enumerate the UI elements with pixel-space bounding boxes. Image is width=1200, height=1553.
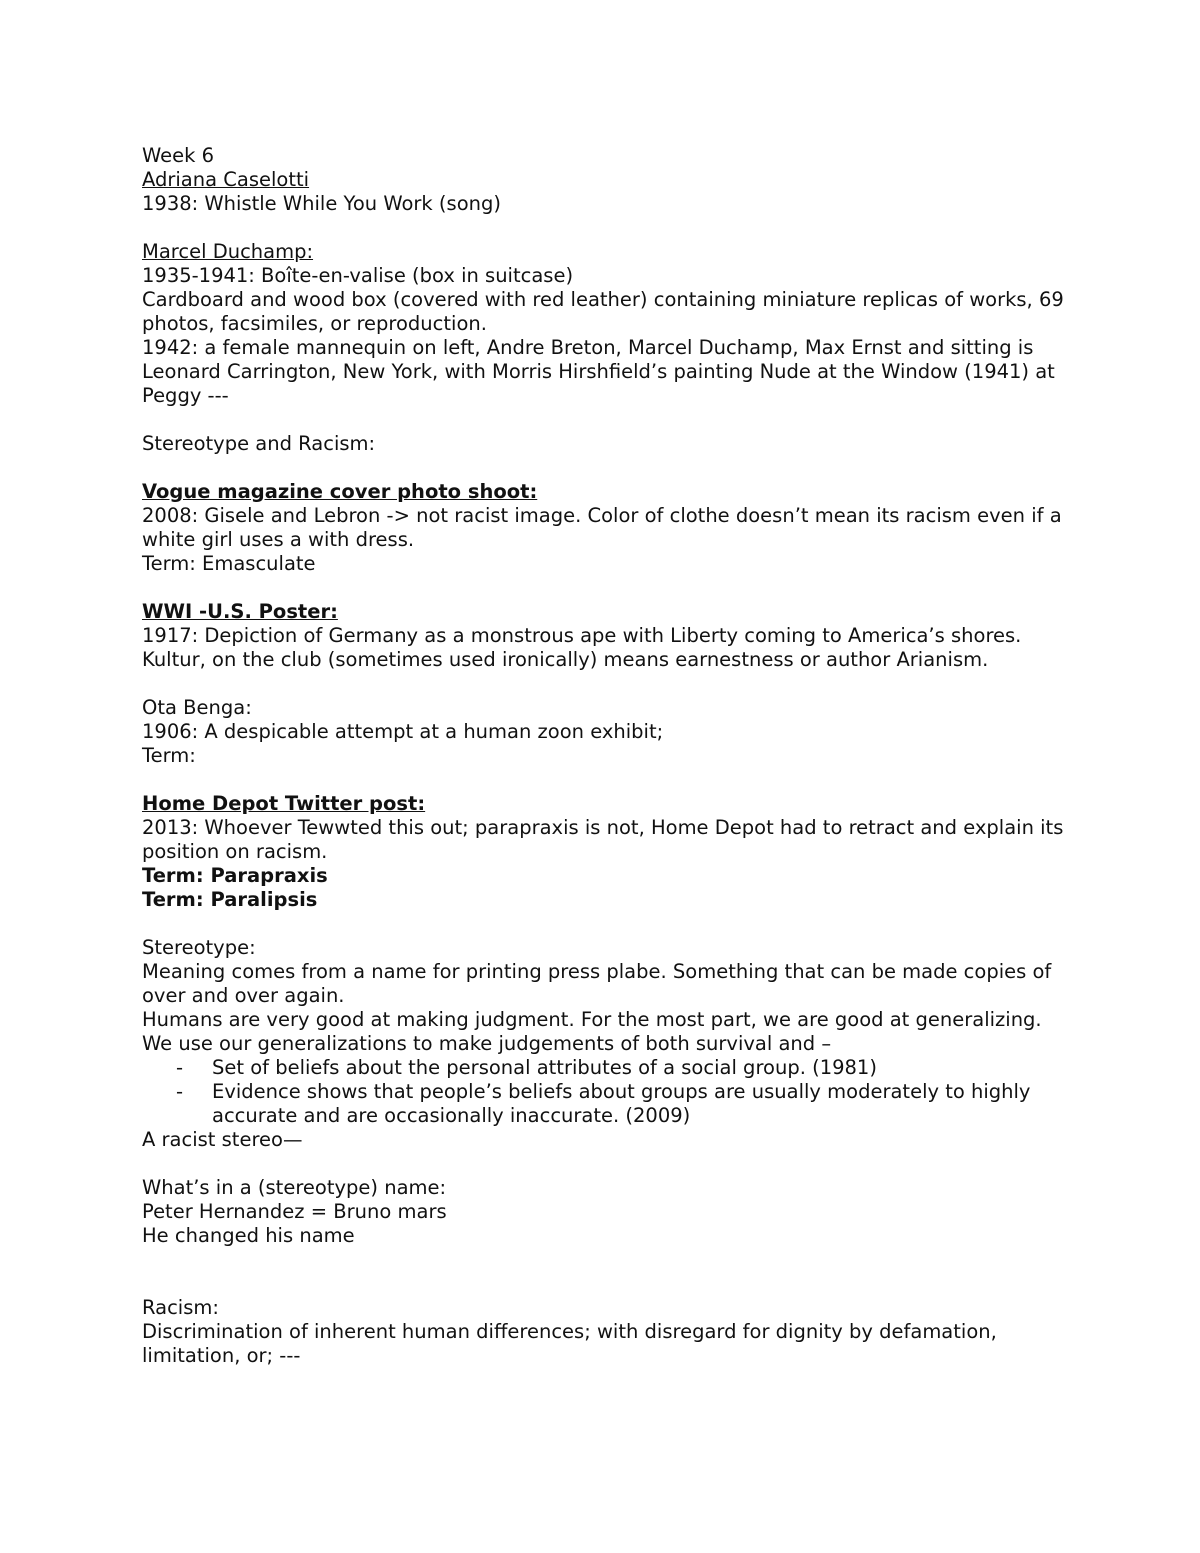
wwi-heading: WWI -U.S. Poster: xyxy=(142,600,338,623)
caselotti-line: 1938: Whistle While You Work (song) xyxy=(142,192,501,215)
stereotype-heading: Stereotype: xyxy=(142,936,256,959)
spacer xyxy=(142,768,1072,792)
spacer xyxy=(142,1272,1072,1296)
list-item xyxy=(142,1080,1072,1128)
caselotti-heading: Adriana Caselotti xyxy=(142,168,310,191)
document-body xyxy=(142,144,1072,1368)
spacer xyxy=(142,1152,1072,1176)
spacer xyxy=(142,216,1072,240)
racism-line-1: Discrimination of inherent human differences; with disregard for dignity by defamation, limitation, or; --- xyxy=(142,1320,997,1367)
home-depot-term-2: Term: Paralipsis xyxy=(142,888,318,911)
bullet-dash: - xyxy=(176,1080,184,1103)
duchamp-heading: Marcel Duchamp: xyxy=(142,240,314,263)
wwi-line-2: Kultur, on the club (sometimes used ironically) means earnestness or author Arianism. xyxy=(142,648,989,671)
duchamp-line-3: 1942: a female mannequin on left, Andre Breton, Marcel Duchamp, Max Ernst and sitting is Leonard Carrington, New York, with Morris Hirshfield’s painting Nude at the Window (1941) at Peggy --- xyxy=(142,336,1055,407)
home-depot-term-1: Term: Parapraxis xyxy=(142,864,328,887)
home-depot-heading: Home Depot Twitter post: xyxy=(142,792,426,815)
ota-term: Term: xyxy=(142,744,196,767)
spacer xyxy=(142,456,1072,480)
duchamp-line-1: 1935-1941: Boîte-en-valise (box in suitcase) xyxy=(142,264,574,287)
name-line-2: He changed his name xyxy=(142,1224,355,1247)
spacer xyxy=(142,672,1072,696)
stereotype-line-3: A racist stereo— xyxy=(142,1128,303,1151)
list-item xyxy=(142,1056,1072,1080)
vogue-term: Term: Emasculate xyxy=(142,552,316,575)
vogue-line-1: 2008: Gisele and Lebron -> not racist image. Color of clothe doesn’t mean its racism even if a white girl uses a with dress. xyxy=(142,504,1062,551)
vogue-heading: Vogue magazine cover photo shoot: xyxy=(142,480,538,503)
ota-heading: Ota Benga: xyxy=(142,696,252,719)
racism-heading: Racism: xyxy=(142,1296,219,1319)
week-title: Week 6 xyxy=(142,144,215,167)
duchamp-line-2: Cardboard and wood box (covered with red leather) containing miniature replicas of works, 69 photos, facsimiles, or reproduction. xyxy=(142,288,1064,335)
bullet-dash: - xyxy=(176,1056,184,1079)
spacer xyxy=(142,576,1072,600)
ota-line-1: 1906: A despicable attempt at a human zoon exhibit; xyxy=(142,720,664,743)
stereotype-line-2: Humans are very good at making judgment. For the most part, we are good at generalizing. We use our generalizations to make judgements of both survival and – xyxy=(142,1008,1042,1055)
spacer xyxy=(142,912,1072,936)
bullet-text: Set of beliefs about the personal attributes of a social group. (1981) xyxy=(212,1056,877,1079)
name-heading: What’s in a (stereotype) name: xyxy=(142,1176,447,1199)
wwi-line-1: 1917: Depiction of Germany as a monstrous ape with Liberty coming to America’s shores. xyxy=(142,624,1022,647)
home-depot-line-1: 2013: Whoever Tewwted this out; parapraxis is not, Home Depot had to retract and explain its position on racism. xyxy=(142,816,1064,863)
stereotype-racism-label: Stereotype and Racism: xyxy=(142,432,376,455)
stereotype-line-1: Meaning comes from a name for printing press plabe. Something that can be made copies of over and over again. xyxy=(142,960,1052,1007)
spacer xyxy=(142,1248,1072,1272)
bullet-text: Evidence shows that people’s beliefs about groups are usually moderately to highly accurate and are occasionally inaccurate. (2009) xyxy=(212,1080,1031,1127)
name-line-1: Peter Hernandez = Bruno mars xyxy=(142,1200,447,1223)
stereotype-bullet-list xyxy=(142,1056,1072,1128)
spacer xyxy=(142,408,1072,432)
